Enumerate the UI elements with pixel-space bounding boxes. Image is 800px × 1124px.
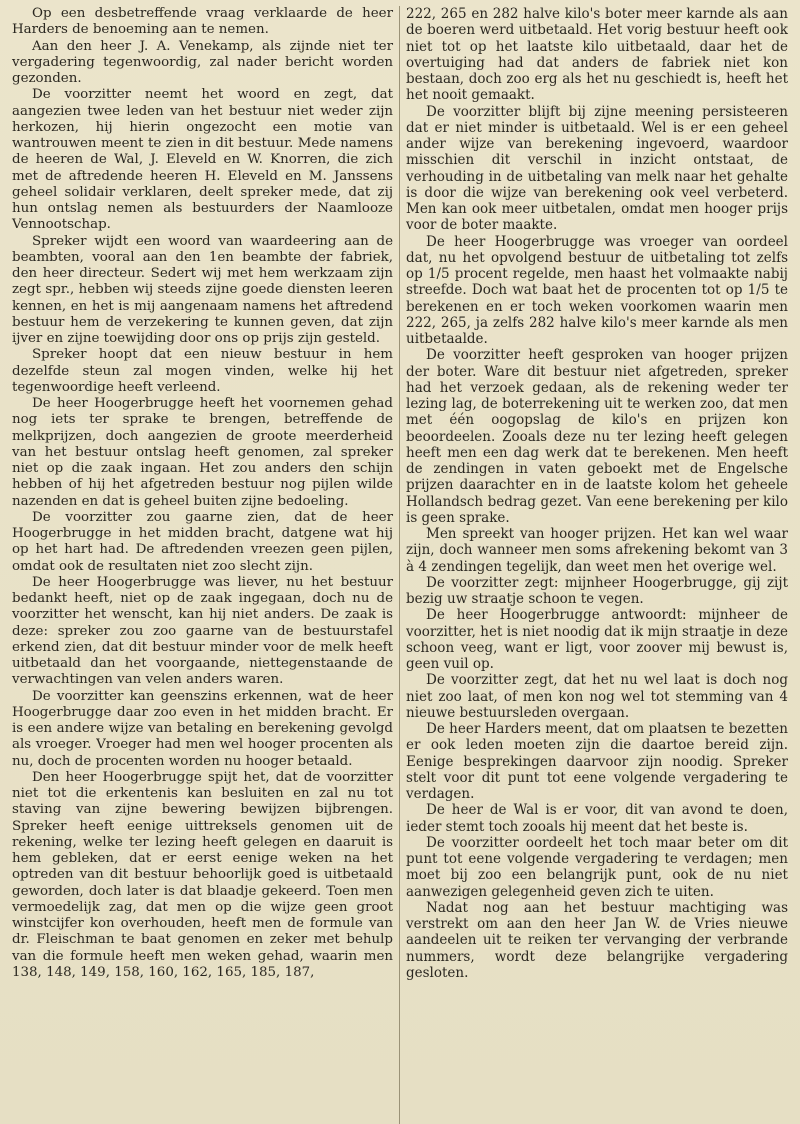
paragraph: De voorzitter blijft bij zijne meening persisteeren dat er niet minder is uitbetaald. Wel is er een geheel ander wijze van berekening ingevoerd, waardoor misschien dit verschil in inzicht ontstaat, de verhouding in de uitbetaling van melk naar het gehalte is door die wijze van berekening ook veel verbeterd. Men kan ook meer uitbetalen, omdat men hooger prijs voor de boter maakte. bbox=[406, 103, 788, 234]
paragraph: De voorzitter heeft gesproken van hooger prijzen der boter. Ware dit bestuur niet afgetreden, spreker had het verzoek gedaan, als de rekening weder ter lezing lag, de boterrekening uit te werken zoo, dat men met één oogopslag de kilo's en prijzen kon beoordeelen. Zooals deze nu ter lezing heeft gelegen heeft men een dag werk dat te berekenen. Men heeft de zendingen in vaten geboekt met de Engelsche prijzen daarachter en in de laatste kolom het geheele Hollandsch bedrag gezet. Van eene berekening per kilo is geen sprake. bbox=[406, 347, 788, 526]
right-column bbox=[400, 6, 794, 1124]
paragraph: De heer Harders meent, dat om plaatsen te bezetten er ook leden moeten zijn die daartoe bereid zijn. Eenige besprekingen daarvoor zijn noodig. Spreker stelt voor dit punt tot eene volgende vergadering te verdagen. bbox=[406, 721, 788, 802]
paragraph: De voorzitter zou gaarne zien, dat de heer Hoogerbrugge in het midden bracht, datgene wat hij op het hart had. De aftredenden vreezen geen pijlen, omdat ook de resultaten niet zoo slecht zijn. bbox=[12, 509, 393, 574]
paragraph: De heer Hoogerbrugge heeft het voornemen gehad nog iets ter sprake te brengen, betreffende de melkprijzen, doch aangezien de groote meerderheid van het bestuur ontslag heeft genomen, zal spreker niet op die zaak ingaan. Het zou anders den schijn hebben of hij het afgetreden bestuur nog pijlen wilde nazenden en dat is geheel buiten zijne bedoeling. bbox=[12, 396, 393, 509]
paragraph: Den heer Hoogerbrugge spijt het, dat de voorzitter niet tot die erkentenis kan besluiten en zal nu tot staving van zijne bewering bewijzen bijbrengen. Spreker heeft eenige uittreksels genomen uit de rekening, welke ter lezing heeft gelegen en daaruit is hem gebleken, dat er eerst eenige weken na het optreden van dit bestuur behoorlijk goed is uitbetaald geworden, doch later is dat blaadje gekeerd. Toen men vermoedelijk zag, dat men op die wijze geen groot winstcijfer kon overhouden, heeft men de formule van dr. Fleischman te baat genomen en zeker met behulp van die formule heeft men weken gehad, waarin men 138, 148, 149, 158, 160, 162, 165, 185, 187, bbox=[12, 769, 393, 980]
paragraph: De voorzitter zegt: mijnheer Hoogerbrugge, gij zijt bezig uw straatje schoon te vegen. bbox=[406, 574, 788, 607]
paragraph-continuation: 222, 265 en 282 halve kilo's boter meer karnde als aan de boeren werd uitbetaald. Het vorig bestuur heeft ook niet tot op het laatste kilo uitbetaald, daar het de overtuiging had dat anders de fabriek niet kon bestaan, doch zoo erg als het nu geschiedt is, heeft het het nooit gemaakt. bbox=[406, 6, 788, 104]
paragraph: Op een desbetreffende vraag verklaarde de heer Harders de benoeming aan te nemen. bbox=[12, 6, 393, 38]
paragraph: Aan den heer J. A. Venekamp, als zijnde niet ter vergadering tegenwoordig, zal nader bericht worden gezonden. bbox=[12, 38, 393, 86]
paragraph: Men spreekt van hooger prijzen. Het kan wel waar zijn, doch wanneer men soms afrekening bekomt van 3 à 4 zendingen tegelijk, dan weet men het overige wel. bbox=[406, 526, 788, 575]
paragraph: De heer Hoogerbrugge was vroeger van oordeel dat, nu het opvolgend bestuur de uitbetaling tot zelfs op 1/5 procent regelde, men haast het volmaakte nabij streefde. Doch wat baat het de procenten tot op 1/5 te berekenen en er toch weken voorkomen waarin men 222, 265, ja zelfs 282 halve kilo's meer karnde als men uitbetaalde. bbox=[406, 233, 788, 347]
paragraph: De heer Hoogerbrugge was liever, nu het bestuur bedankt heeft, niet op de zaak ingegaan, doch nu de voorzitter het wenscht, kan hij niet anders. De zaak is deze: spreker zou zoo gaarne van de bestuurstafel erkend zien, dat dit bestuur minder voor de melk heeft uitbetaald dan het voorgaande, niettegenstaande de verwachtingen van velen anders waren. bbox=[12, 574, 393, 688]
paragraph: Spreker wijdt een woord van waardeering aan de beambten, vooral aan den 1en beambte der fabriek, den heer directeur. Sedert wij met hem werkzaam zijn zegt spr., hebben wij steeds zijne goede diensten leeren kennen, en het is mij aangenaam namens het aftredend bestuur hem de verzekering te kunnen geven, dat zijn ijver en zijne toewijding door ons op prijs zijn gesteld. bbox=[12, 233, 393, 346]
left-column bbox=[6, 6, 400, 1124]
paragraph: De voorzitter neemt het woord en zegt, dat aangezien twee leden van het bestuur niet weder zijn herkozen, hij hierin ongezocht een motie van wantrouwen meent te zien in dit bestuur. Mede namens de heeren de Wal, J. Eleveld en W. Knorren, die zich met de aftredende heeren H. Eleveld en M. Janssens geheel solidair verklaren, deelt spreker mede, dat zij hun ontslag nemen als bestuurders der Naamlooze Vennootschap. bbox=[12, 87, 393, 233]
paragraph: De heer de Wal is er voor, dit van avond te doen, ieder stemt toch zooals hij meent dat het beste is. bbox=[406, 802, 788, 835]
paragraph: Spreker hoopt dat een nieuw bestuur in hem dezelfde steun zal mogen vinden, welke hij het tegenwoordige heeft verleend. bbox=[12, 347, 393, 395]
paragraph: De voorzitter zegt, dat het nu wel laat is doch nog niet zoo laat, of men kon nog wel tot stemming van 4 nieuwe bestuursleden overgaan. bbox=[406, 672, 788, 721]
article-columns bbox=[6, 6, 794, 1124]
paragraph: De heer Hoogerbrugge antwoordt: mijnheer de voorzitter, het is niet noodig dat ik mijn straatje in deze schoon veeg, want er ligt, voor zoover mij bewust is, geen vuil op. bbox=[406, 607, 788, 672]
paragraph: De voorzitter kan geenszins erkennen, wat de heer Hoogerbrugge daar zoo even in het midden bracht. Er is een andere wijze van betaling en berekening gevolgd als vroeger. Vroeger had men wel hooger procenten als nu, doch de procenten worden nu hooger betaald. bbox=[12, 688, 393, 769]
paragraph: De voorzitter oordeelt het toch maar beter om dit punt tot eene volgende vergadering te verdagen; men moet bij zoo een belangrijk punt, ook de nu niet aanwezigen gelegenheid geven zich te uiten. bbox=[406, 834, 788, 900]
paragraph: Nadat nog aan het bestuur machtiging was verstrekt om aan den heer Jan W. de Vries nieuwe aandeelen uit te reiken ter vervanging der verbrande nummers, wordt deze belangrijke vergadering gesloten. bbox=[406, 899, 788, 981]
